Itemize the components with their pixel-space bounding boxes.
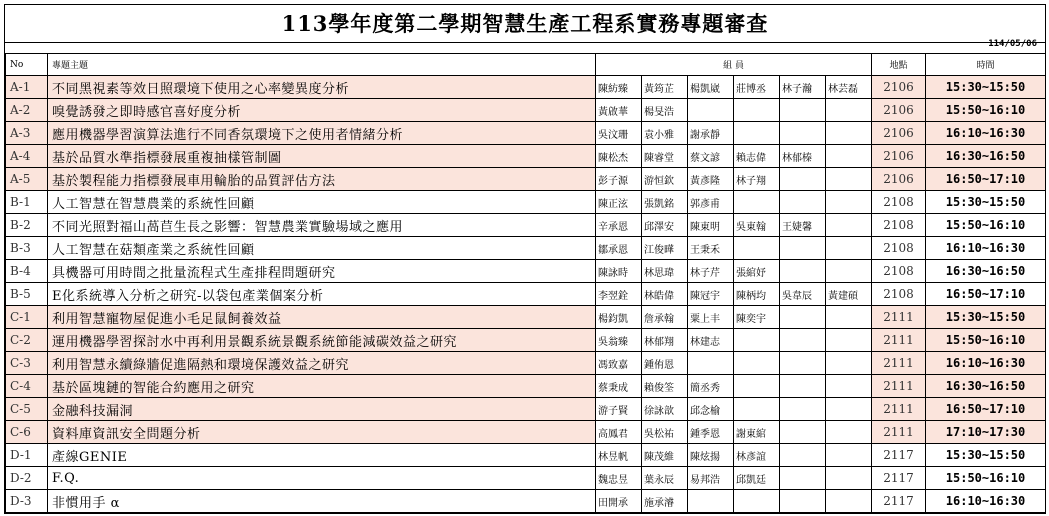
- member-cell: [780, 444, 826, 467]
- row-location: 2111: [872, 375, 926, 398]
- row-topic: 應用機器學習演算法進行不同香氛環境下之使用者情緒分析: [48, 122, 596, 145]
- member-cell: 陳奕宇: [734, 306, 780, 329]
- member-cell: 賴俊筌: [642, 375, 688, 398]
- member-cell: 吳翁臻: [596, 329, 642, 352]
- member-cell: 陳松杰: [596, 145, 642, 168]
- row-time: 15:30~15:50: [926, 76, 1046, 99]
- row-number: B-1: [6, 191, 48, 214]
- member-cell: 葉永辰: [642, 467, 688, 490]
- row-topic: 基於品質水準指標發展重複抽樣管制圖: [48, 145, 596, 168]
- member-cell: 鄒承恩: [596, 237, 642, 260]
- member-cell: [688, 352, 734, 375]
- table-row: [6, 237, 1046, 260]
- row-topic: 金融科技漏洞: [48, 398, 596, 421]
- member-cell: 黃啟華: [596, 99, 642, 122]
- row-number: B-3: [6, 237, 48, 260]
- member-cell: [780, 191, 826, 214]
- member-cell: 楊旻浩: [642, 99, 688, 122]
- member-cell: [826, 168, 872, 191]
- member-cell: 蔡文諺: [688, 145, 734, 168]
- table-row: [6, 467, 1046, 490]
- member-cell: [780, 352, 826, 375]
- member-cell: 游子賢: [596, 398, 642, 421]
- table-row: [6, 329, 1046, 352]
- row-topic: 人工智慧在智慧農業的系統性回顧: [48, 191, 596, 214]
- member-cell: [826, 306, 872, 329]
- row-location: 2108: [872, 237, 926, 260]
- row-location: 2108: [872, 191, 926, 214]
- row-topic: E化系統導入分析之研究-以袋包產業個案分析: [48, 283, 596, 306]
- member-cell: 王秉禾: [688, 237, 734, 260]
- member-cell: 陳冠宇: [688, 283, 734, 306]
- member-cell: 林郁榛: [780, 145, 826, 168]
- member-cell: 賴志偉: [734, 145, 780, 168]
- row-topic: 基於區塊鏈的智能合約應用之研究: [48, 375, 596, 398]
- member-cell: [826, 421, 872, 444]
- member-cell: [826, 122, 872, 145]
- table-row: [6, 260, 1046, 283]
- row-topic: 嗅覺誘發之即時感官喜好度分析: [48, 99, 596, 122]
- member-cell: 林彥誼: [734, 444, 780, 467]
- table-row: [6, 375, 1046, 398]
- row-location: 2111: [872, 421, 926, 444]
- row-number: A-5: [6, 168, 48, 191]
- schedule-table: [5, 53, 1046, 513]
- member-cell: 林思瑋: [642, 260, 688, 283]
- member-cell: 粟上丰: [688, 306, 734, 329]
- row-topic: 具機器可用時間之批量流程式生產排程問題研究: [48, 260, 596, 283]
- row-time: 16:10~16:30: [926, 352, 1046, 375]
- row-time: 15:50~16:10: [926, 99, 1046, 122]
- member-cell: [734, 329, 780, 352]
- member-cell: 吳東翰: [734, 214, 780, 237]
- row-time: 16:30~16:50: [926, 145, 1046, 168]
- review-schedule-sheet: [4, 4, 1046, 514]
- row-topic: F.Q.: [48, 467, 596, 490]
- row-number: A-1: [6, 76, 48, 99]
- member-cell: [826, 145, 872, 168]
- row-location: 2106: [872, 122, 926, 145]
- row-topic: 非慣用手 α: [48, 490, 596, 513]
- member-cell: [826, 99, 872, 122]
- member-cell: 鍾侑恩: [642, 352, 688, 375]
- row-location: 2106: [872, 76, 926, 99]
- member-cell: [780, 260, 826, 283]
- member-cell: [780, 237, 826, 260]
- row-time: 15:50~16:10: [926, 329, 1046, 352]
- row-number: C-6: [6, 421, 48, 444]
- row-number: C-4: [6, 375, 48, 398]
- member-cell: [734, 490, 780, 513]
- member-cell: 詹承翰: [642, 306, 688, 329]
- table-row: [6, 283, 1046, 306]
- member-cell: 陳東明: [688, 214, 734, 237]
- member-cell: [826, 375, 872, 398]
- header-topic: 專題主題: [48, 54, 596, 76]
- member-cell: [826, 237, 872, 260]
- member-cell: 林芸磊: [826, 76, 872, 99]
- table-row: [6, 398, 1046, 421]
- member-cell: [734, 99, 780, 122]
- row-location: 2106: [872, 145, 926, 168]
- row-number: B-2: [6, 214, 48, 237]
- member-cell: 謝東綰: [734, 421, 780, 444]
- member-cell: [780, 490, 826, 513]
- member-cell: [780, 375, 826, 398]
- member-cell: 楊鈞凱: [596, 306, 642, 329]
- row-number: A-4: [6, 145, 48, 168]
- table-row: [6, 76, 1046, 99]
- row-number: B-5: [6, 283, 48, 306]
- member-cell: 王婕馨: [780, 214, 826, 237]
- row-topic: 利用智慧寵物屋促進小毛足鼠飼養效益: [48, 306, 596, 329]
- member-cell: 簡丞秀: [688, 375, 734, 398]
- table-row: [6, 490, 1046, 513]
- member-cell: [780, 99, 826, 122]
- row-number: C-5: [6, 398, 48, 421]
- member-cell: 陳紡臻: [596, 76, 642, 99]
- member-cell: 吳汶珊: [596, 122, 642, 145]
- member-cell: [826, 467, 872, 490]
- member-cell: 彭子源: [596, 168, 642, 191]
- member-cell: 魏忠昱: [596, 467, 642, 490]
- member-cell: [688, 490, 734, 513]
- row-topic: 資料庫資訊安全問題分析: [48, 421, 596, 444]
- row-location: 2111: [872, 306, 926, 329]
- member-cell: 謝承靜: [688, 122, 734, 145]
- row-number: D-3: [6, 490, 48, 513]
- member-cell: [734, 352, 780, 375]
- header-time: 時間: [926, 54, 1046, 76]
- member-cell: 邱澤安: [642, 214, 688, 237]
- member-cell: [734, 375, 780, 398]
- member-cell: [780, 398, 826, 421]
- member-cell: 陳詠時: [596, 260, 642, 283]
- row-number: C-3: [6, 352, 48, 375]
- row-number: B-4: [6, 260, 48, 283]
- row-number: A-3: [6, 122, 48, 145]
- row-time: 16:50~17:10: [926, 283, 1046, 306]
- member-cell: 郭彥甫: [688, 191, 734, 214]
- header-location: 地點: [872, 54, 926, 76]
- member-cell: 張凱銘: [642, 191, 688, 214]
- member-cell: 林子瀚: [780, 76, 826, 99]
- member-cell: 蔡秉成: [596, 375, 642, 398]
- row-time: 17:10~17:30: [926, 421, 1046, 444]
- member-cell: 黃筠芷: [642, 76, 688, 99]
- row-location: 2111: [872, 329, 926, 352]
- row-location: 2106: [872, 168, 926, 191]
- row-time: 16:50~17:10: [926, 398, 1046, 421]
- row-number: D-2: [6, 467, 48, 490]
- header-row: [6, 54, 1046, 76]
- table-row: [6, 306, 1046, 329]
- member-cell: 林建志: [688, 329, 734, 352]
- table-row: [6, 122, 1046, 145]
- table-row: [6, 214, 1046, 237]
- row-time: 15:30~15:50: [926, 306, 1046, 329]
- row-number: A-2: [6, 99, 48, 122]
- member-cell: 黃建碩: [826, 283, 872, 306]
- row-location: 2117: [872, 467, 926, 490]
- member-cell: 莊博丞: [734, 76, 780, 99]
- member-cell: [826, 214, 872, 237]
- member-cell: 田開承: [596, 490, 642, 513]
- member-cell: 袁小雅: [642, 122, 688, 145]
- row-topic: 不同光照對福山萵苣生長之影響：智慧農業實驗場域之應用: [48, 214, 596, 237]
- member-cell: 李翌銓: [596, 283, 642, 306]
- row-location: 2117: [872, 444, 926, 467]
- member-cell: [780, 168, 826, 191]
- member-cell: 楊凱崴: [688, 76, 734, 99]
- member-cell: [826, 329, 872, 352]
- row-topic: 基於製程能力指標發展車用輪胎的品質評估方法: [48, 168, 596, 191]
- member-cell: [826, 398, 872, 421]
- member-cell: 林子芹: [688, 260, 734, 283]
- member-cell: [826, 260, 872, 283]
- row-location: 2108: [872, 260, 926, 283]
- member-cell: 邱凱廷: [734, 467, 780, 490]
- member-cell: 林子翔: [734, 168, 780, 191]
- row-topic: 運用機器學習探討水中再利用景觀系統景觀系統節能減碳效益之研究: [48, 329, 596, 352]
- member-cell: [826, 444, 872, 467]
- member-cell: [826, 352, 872, 375]
- member-cell: 吳韋辰: [780, 283, 826, 306]
- row-time: 15:50~16:10: [926, 214, 1046, 237]
- member-cell: [734, 237, 780, 260]
- member-cell: 陳睿堂: [642, 145, 688, 168]
- member-cell: 江俊曄: [642, 237, 688, 260]
- table-row: [6, 421, 1046, 444]
- row-location: 2108: [872, 283, 926, 306]
- member-cell: 陳正泫: [596, 191, 642, 214]
- row-topic: 人工智慧在菇類產業之系統性回顧: [48, 237, 596, 260]
- member-cell: 馮致嘉: [596, 352, 642, 375]
- member-cell: [780, 467, 826, 490]
- member-cell: 林郁翔: [642, 329, 688, 352]
- member-cell: [780, 329, 826, 352]
- member-cell: 施承濬: [642, 490, 688, 513]
- table-row: [6, 352, 1046, 375]
- row-time: 16:10~16:30: [926, 237, 1046, 260]
- member-cell: 林昱帆: [596, 444, 642, 467]
- page-title: 113學年度第二學期智慧生產工程系實務專題審查: [5, 5, 1045, 43]
- header-members: 組 員: [596, 54, 872, 76]
- member-cell: 張綰妤: [734, 260, 780, 283]
- member-cell: 林皓偉: [642, 283, 688, 306]
- member-cell: 陳炫揚: [688, 444, 734, 467]
- row-number: D-1: [6, 444, 48, 467]
- member-cell: [734, 398, 780, 421]
- member-cell: 游恒欽: [642, 168, 688, 191]
- member-cell: 高鳳君: [596, 421, 642, 444]
- member-cell: 易邦浩: [688, 467, 734, 490]
- member-cell: [780, 421, 826, 444]
- row-time: 16:50~17:10: [926, 168, 1046, 191]
- table-row: [6, 145, 1046, 168]
- member-cell: [734, 191, 780, 214]
- table-row: [6, 444, 1046, 467]
- member-cell: [688, 99, 734, 122]
- row-location: 2106: [872, 99, 926, 122]
- row-time: 15:30~15:50: [926, 444, 1046, 467]
- member-cell: 吳松祐: [642, 421, 688, 444]
- table-row: [6, 191, 1046, 214]
- row-time: 16:10~16:30: [926, 122, 1046, 145]
- member-cell: [780, 122, 826, 145]
- row-number: C-1: [6, 306, 48, 329]
- row-time: 16:10~16:30: [926, 490, 1046, 513]
- row-time: 16:30~16:50: [926, 260, 1046, 283]
- member-cell: 黃彥隆: [688, 168, 734, 191]
- row-topic: 產線GENIE: [48, 444, 596, 467]
- row-location: 2111: [872, 352, 926, 375]
- member-cell: [734, 122, 780, 145]
- row-number: C-2: [6, 329, 48, 352]
- member-cell: 徐詠歆: [642, 398, 688, 421]
- row-time: 15:30~15:50: [926, 191, 1046, 214]
- member-cell: 邱念榆: [688, 398, 734, 421]
- member-cell: [826, 191, 872, 214]
- table-row: [6, 168, 1046, 191]
- row-location: 2108: [872, 214, 926, 237]
- member-cell: [826, 490, 872, 513]
- row-topic: 不同黑視素等效日照環境下使用之心率變異度分析: [48, 76, 596, 99]
- header-no: No: [6, 54, 48, 76]
- member-cell: 陳柄均: [734, 283, 780, 306]
- member-cell: 鍾季恩: [688, 421, 734, 444]
- member-cell: 陳茂維: [642, 444, 688, 467]
- row-topic: 利用智慧永續綠牆促進隔熱和環境保護效益之研究: [48, 352, 596, 375]
- table-row: [6, 99, 1046, 122]
- document-date: 114/05/06: [988, 39, 1037, 49]
- row-time: 15:50~16:10: [926, 467, 1046, 490]
- row-time: 16:30~16:50: [926, 375, 1046, 398]
- member-cell: 辛承恩: [596, 214, 642, 237]
- row-location: 2117: [872, 490, 926, 513]
- row-location: 2111: [872, 398, 926, 421]
- member-cell: [780, 306, 826, 329]
